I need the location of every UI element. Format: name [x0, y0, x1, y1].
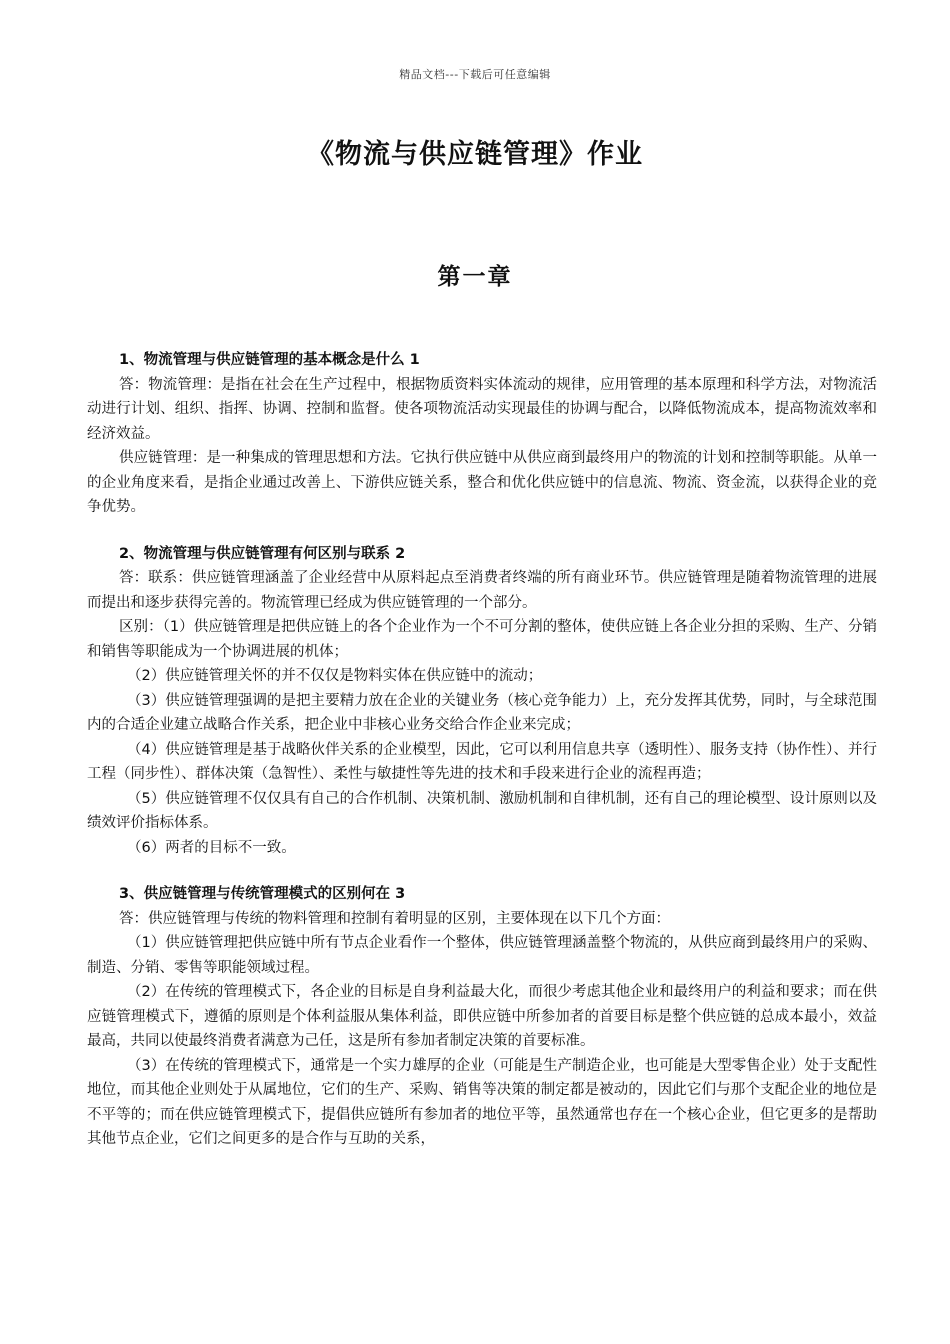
question-2-answer-difference-4: （4）供应链管理是基于战略伙伴关系的企业模型，因此，它可以利用信息共享（透明性）、服务支持（协作性）、并行工程（同步性）、群体决策（急智性）、柔性与敏捷性等先进的技术和手段来进行企业的流程再造； — [87, 741, 877, 782]
document-title: 《物流与供应链管理》作业 — [307, 139, 643, 170]
header-note: 精品文档---下载后可任意编辑 — [399, 68, 551, 81]
question-2-answer-difference-6: （6）两者的目标不一致。 — [127, 839, 296, 856]
question-2 — [87, 542, 877, 861]
question-1-answer-logistics: 答：物流管理：是指在社会在生产过程中，根据物质资料实体流动的规律，应用管理的基本原理和科学方法，对物流活动进行计划、组织、指挥、协调、控制和监督。使各项物流活动实现最佳的协调与配合，以降低物流成本，提高物流效率和经济效益。 — [87, 376, 877, 442]
question-1-answer-supply-chain: 供应链管理：是一种集成的管理思想和方法。它执行供应链中从供应商到最终用户的物流的计划和控制等职能。从单一的企业角度来看，是指企业通过改善上、下游供应链关系，整合和优化供应链中的信息流、物流、资金流，以获得企业的竞争优势。 — [87, 450, 877, 515]
question-3 — [87, 882, 877, 1152]
question-3-answer-intro: 答：供应链管理与传统的物料管理和控制有着明显的区别，主要体现在以下几个方面： — [119, 910, 670, 927]
document-body — [87, 348, 877, 1152]
spacer — [87, 520, 877, 542]
question-3-heading: 3、供应链管理与传统管理模式的区别何在 3 — [119, 886, 406, 902]
question-3-answer-point-2: （2）在传统的管理模式下，各企业的目标是自身利益最大化，而很少考虑其他企业和最终用户的利益和要求；而在供应链管理模式下，遵循的原则是个体利益服从集体利益，即供应链中所参加者的首要目标是整个供应链的总成本最小，效益最高，共同以使最终消费者满意为己任，这是所有参加者制定决策的首要标准。 — [87, 984, 877, 1049]
question-2-heading: 2、物流管理与供应链管理有何区别与联系 2 — [119, 545, 406, 562]
question-2-answer-connection: 答：联系：供应链管理涵盖了企业经营中从原料起点至消费者终端的所有商业环节。供应链管理是随着物流管理的进展而提出和逐步获得完善的。物流管理已经成为供应链管理的一个部分。 — [87, 570, 877, 611]
question-2-answer-difference-1: 区别：（1）供应链管理是把供应链上的各个企业作为一个不可分割的整体，使供应链上各企业分担的采购、生产、分销和销售等职能成为一个协调进展的机体； — [87, 619, 877, 660]
question-2-answer-difference-2: （2）供应链管理关怀的并不仅仅是物料实体在供应链中的流动； — [127, 668, 543, 684]
chapter-title: 第一章 — [437, 264, 513, 290]
question-2-answer-difference-5: （5）供应链管理不仅仅具有自己的合作机制、决策机制、激励机制和自律机制，还有自己的理论模型、设计原则以及绩效评价指标体系。 — [87, 790, 877, 831]
question-1-heading: 1、物流管理与供应链管理的基本概念是什么 1 — [119, 352, 420, 368]
spacer — [87, 860, 877, 882]
question-3-answer-point-3: （3）在传统的管理模式下，通常是一个实力雄厚的企业（可能是生产制造企业，也可能是大型零售企业）处于支配性地位，而其他企业则处于从属地位，它们的生产、采购、销售等决策的制定都是被动的，因此它们与那个支配企业的地位是不平等的；而在供应链管理模式下，提倡供应链所有参加者的地位平等，虽然通常也存在一个核心企业，但它更多的是帮助其他节点企业，它们之间更多的是合作与互助的关系， — [87, 1057, 877, 1147]
question-1 — [87, 348, 877, 520]
question-2-answer-difference-3: （3）供应链管理强调的是把主要精力放在企业的关键业务（核心竞争能力）上，充分发挥其优势，同时，与全球范围内的合适企业建立战略合作关系，把企业中非核心业务交给合作企业来完成； — [87, 692, 877, 733]
question-3-answer-point-1: （1）供应链管理把供应链中所有节点企业看作一个整体，供应链管理涵盖整个物流的，从供应商到最终用户的采购、制造、分销、零售等职能领域过程。 — [87, 935, 877, 976]
